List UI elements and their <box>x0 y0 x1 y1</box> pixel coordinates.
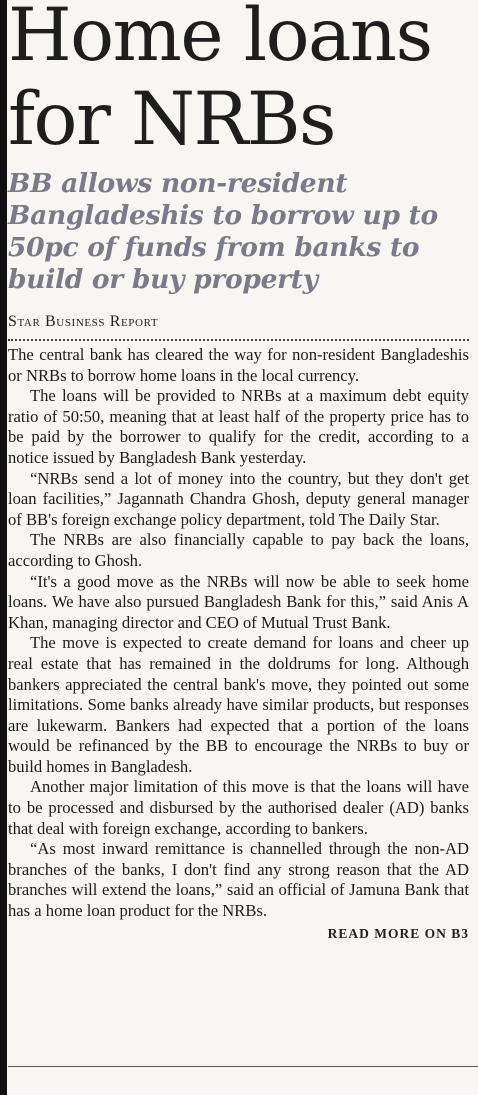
paragraph-7: Another major limitation of this move is that the loans will have to be processed and disbursed by the authorised dealer (AD) banks that deal with foreign exchange, according to bankers. <box>8 777 469 838</box>
article-body <box>8 345 469 922</box>
paragraph-5: “It's a good move as the NRBs will now be able to seek home loans. We have also pursued Bangladesh Bank for this,” said Anis A Khan, managing director and CEO of Mutual Trust Bank. <box>8 571 469 632</box>
dotted-divider <box>8 339 469 341</box>
subheadline: BB allows non-resident Bangladeshis to borrow up to 50pc of funds from banks to build or buy property <box>8 168 438 295</box>
paragraph-8: “As most inward remittance is channelled through the non-AD branches of the banks, I don't find any strong reason that the AD branches will extend the loans,” said an official of Jamuna Bank that has a home loan product for the NRBs. <box>8 839 469 921</box>
page-edge-bar <box>0 0 7 1095</box>
paragraph-6: The move is expected to create demand for loans and cheer up real estate that has remained in the doldrums for long. Although bankers appreciated the central bank's move, they pointed out some limitations. Some banks already have similar products, but responses are lukewarm. Bankers had expected that a portion of the loans would be refinanced by the BB to encourage the NRBs to buy or build homes in Bangladesh. <box>8 633 469 776</box>
paragraph-1: The central bank has cleared the way for non-resident Bangladeshis or NRBs to borrow home loans in the local currency. <box>8 345 469 385</box>
paragraph-3: “NRBs send a lot of money into the country, but they don't get loan facilities,” Jagannath Chandra Ghosh, deputy general manager of BB's foreign exchange policy department, told The Daily Star. <box>8 468 469 529</box>
bottom-rule <box>8 1066 478 1067</box>
headline: Home loans for NRBs <box>8 0 432 162</box>
byline: Star Business Report <box>8 313 159 330</box>
paragraph-4: The NRBs are also financially capable to pay back the loans, according to Ghosh. <box>8 530 469 570</box>
read-more-link[interactable]: READ MORE ON B3 <box>327 925 469 941</box>
news-article <box>8 0 469 942</box>
paragraph-2: The loans will be provided to NRBs at a maximum debt equity ratio of 50:50, meaning that at least half of the property price has to be paid by the borrower to qualify for the credit, according to a notice issued by Bangladesh Bank yesterday. <box>8 386 469 467</box>
